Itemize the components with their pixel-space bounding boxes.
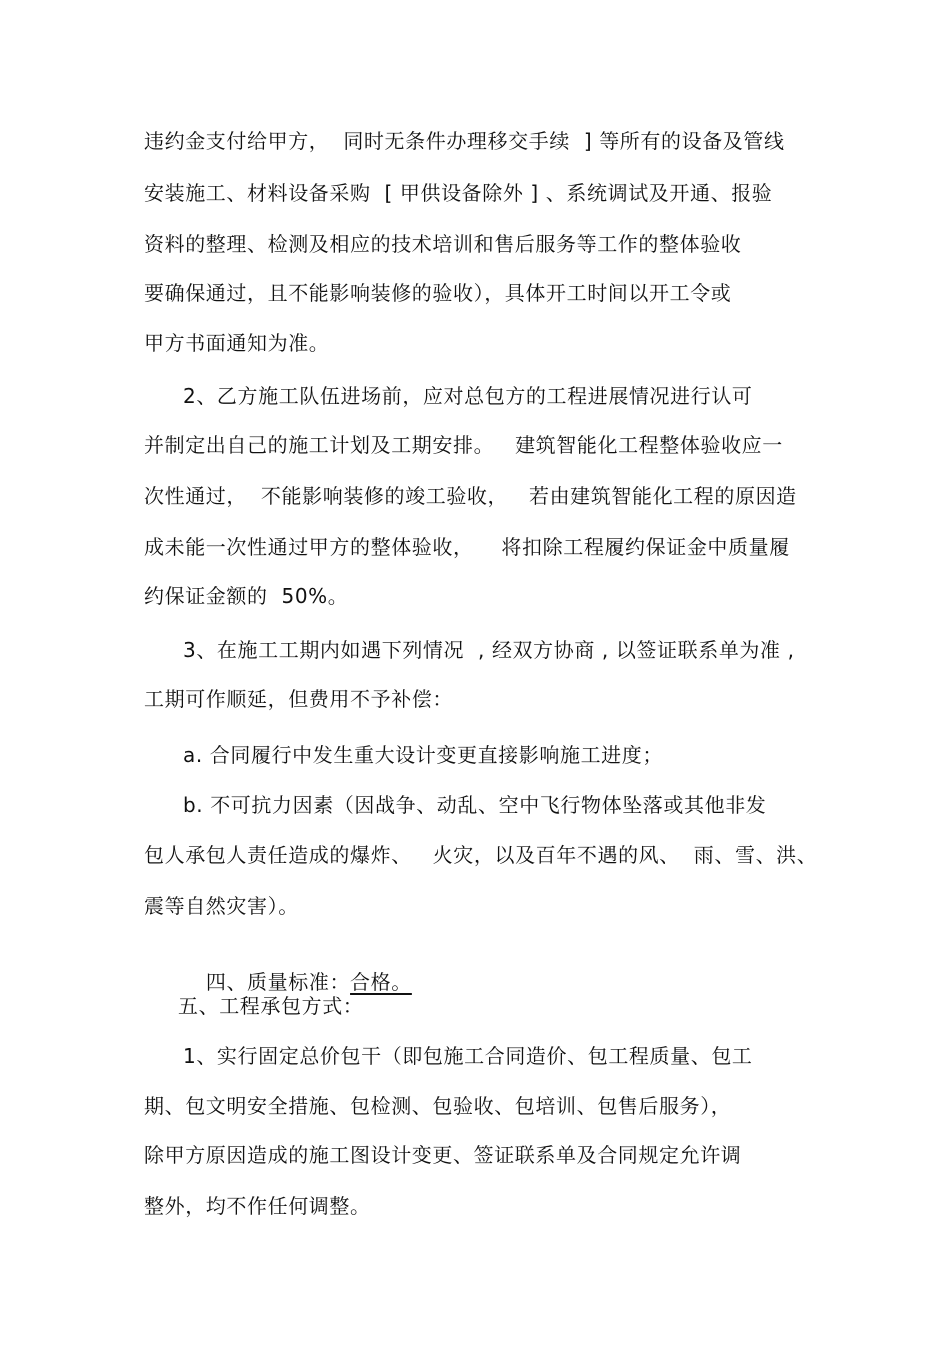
- paragraph-line: 包人承包人责任造成的爆炸、 火灾，以及百年不遇的风、 雨、雪、洪、: [144, 843, 818, 867]
- paragraph-line: 违约金支付给甲方， 同时无条件办理移交手续 ] 等所有的设备及管线: [144, 129, 785, 153]
- paragraph-line: 2、乙方施工队伍进场前，应对总包方的工程进展情况进行认可: [183, 384, 753, 408]
- section-heading-contract-mode: 五、工程承包方式：: [178, 994, 364, 1018]
- paragraph-line: 期、包文明安全措施、包检测、包验收、包培训、包售后服务），: [144, 1094, 732, 1118]
- paragraph-line: a. 合同履行中发生重大设计变更直接影响施工进度；: [183, 743, 663, 767]
- paragraph-line: 约保证金额的 50%。: [144, 584, 349, 608]
- paragraph-line: 并制定出自己的施工计划及工期安排。 建筑智能化工程整体验收应一: [144, 433, 783, 457]
- paragraph-line: 震等自然灾害）。: [144, 894, 299, 918]
- paragraph-line: 甲方书面通知为准。: [144, 331, 330, 355]
- quality-standard-label: 四、质量标准：: [205, 970, 351, 994]
- paragraph-line: 1、实行固定总价包干（即包施工合同造价、包工程质量、包工: [183, 1044, 753, 1068]
- quality-standard-value: 合格。: [350, 970, 412, 994]
- paragraph-line: 资料的整理、检测及相应的技术培训和售后服务等工作的整体验收: [144, 232, 742, 256]
- paragraph-line: 除甲方原因造成的施工图设计变更、签证联系单及合同规定允许调: [144, 1143, 742, 1167]
- paragraph-line: 整外，均不作任何调整。: [144, 1194, 371, 1218]
- paragraph-line: 工期可作顺延，但费用不予补偿：: [144, 687, 453, 711]
- paragraph-line: 要确保通过，且不能影响装修的验收），具体开工时间以开工令或: [144, 281, 732, 305]
- paragraph-line: 次性通过， 不能影响装修的竣工验收， 若由建筑智能化工程的原因造: [144, 484, 797, 508]
- paragraph-line: b. 不可抗力因素（因战争、动乱、空中飞行物体坠落或其他非发: [183, 793, 767, 817]
- paragraph-line: 3、在施工工期内如遇下列情况 , 经双方协商 , 以签证联系单为准 ,: [183, 638, 795, 662]
- paragraph-line: 安装施工、材料设备采购 [ 甲供设备除外 ] 、系统调试及开通、报验: [144, 181, 773, 205]
- paragraph-line: 成未能一次性通过甲方的整体验收， 将扣除工程履约保证金中质量履: [144, 535, 790, 559]
